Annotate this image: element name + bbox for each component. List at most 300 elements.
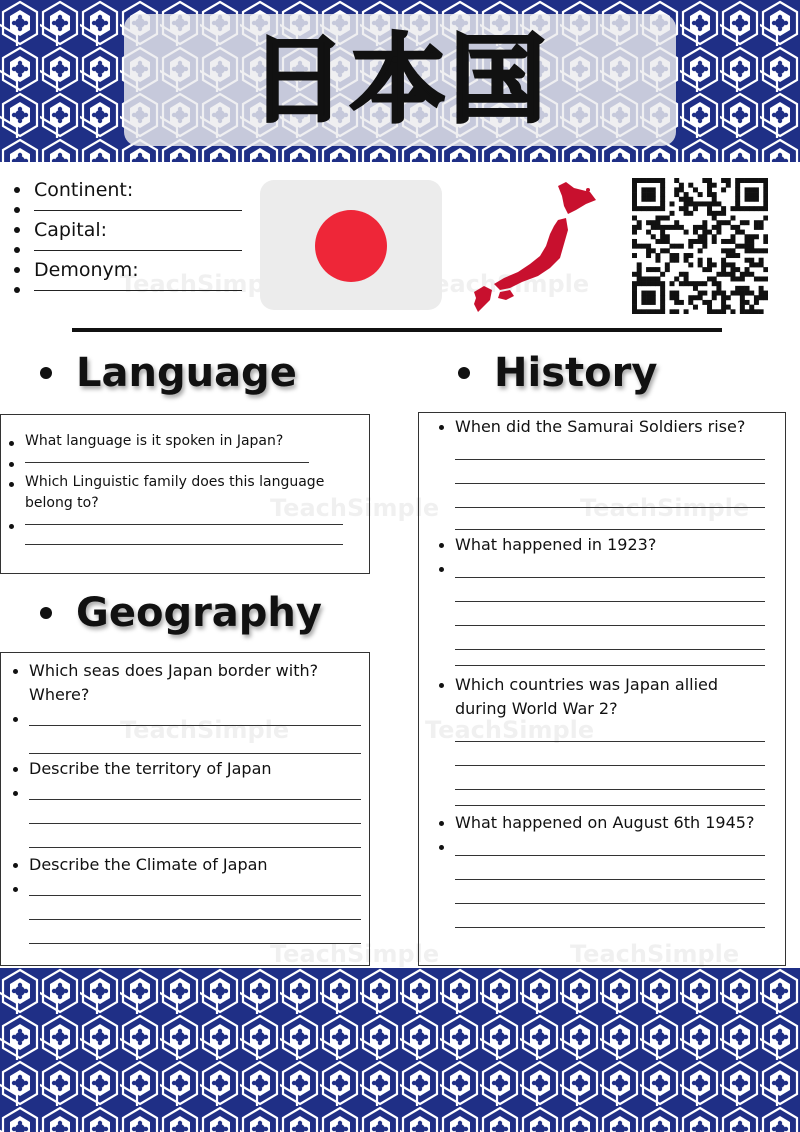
qr-module [646, 230, 651, 235]
qr-module [698, 201, 703, 206]
qr-module [763, 276, 768, 281]
qr-module [679, 187, 684, 192]
qr-module [730, 234, 735, 239]
qr-module [763, 206, 768, 211]
answer-line[interactable] [437, 907, 765, 931]
qr-module [702, 300, 707, 305]
qr-module [740, 286, 745, 291]
qr-module [735, 192, 740, 197]
qr-module [655, 267, 660, 272]
qr-module [655, 220, 660, 225]
qr-module [745, 286, 750, 291]
answer-line[interactable] [437, 859, 765, 883]
qr-module [679, 183, 684, 188]
qr-module [749, 192, 754, 197]
qr-module [637, 178, 642, 183]
answer-line[interactable] [11, 707, 361, 733]
qr-module [670, 258, 675, 263]
answer-line[interactable] [437, 653, 765, 673]
answer-line[interactable] [437, 883, 765, 907]
qr-module [759, 206, 764, 211]
qr-module [684, 230, 689, 235]
answer-line[interactable] [437, 835, 765, 859]
qr-module [674, 295, 679, 300]
qr-module [632, 197, 637, 202]
qr-module [670, 281, 675, 286]
qr-module [749, 197, 754, 202]
qr-module [632, 244, 637, 249]
qr-module [702, 281, 707, 286]
qr-module [726, 253, 731, 258]
qr-module [655, 258, 660, 263]
qr-module [749, 248, 754, 253]
qr-module [721, 262, 726, 267]
qr-module [730, 248, 735, 253]
qr-module [716, 225, 721, 230]
qr-module [698, 262, 703, 267]
qr-module [646, 281, 651, 286]
qr-module [670, 201, 675, 206]
answer-line[interactable] [437, 793, 765, 811]
qr-module [674, 300, 679, 305]
qr-module [698, 192, 703, 197]
qr-module [655, 225, 660, 230]
country-info-list [12, 180, 242, 300]
qr-module [716, 230, 721, 235]
qr-module [707, 183, 712, 188]
question-text: What happened in 1923? [455, 535, 657, 554]
qr-module [726, 183, 731, 188]
qr-module [670, 291, 675, 296]
qr-module [641, 276, 646, 281]
qr-module [688, 211, 693, 216]
qr-module [735, 178, 740, 183]
qr-module [637, 281, 642, 286]
qr-module [763, 178, 768, 183]
qr-module [754, 234, 759, 239]
qr-module [702, 291, 707, 296]
qr-module [745, 178, 750, 183]
qr-module [674, 192, 679, 197]
answer-line[interactable] [7, 532, 359, 550]
qr-module [707, 258, 712, 263]
qr-module [684, 206, 689, 211]
qr-module [749, 206, 754, 211]
qr-module [670, 211, 675, 216]
qr-module [646, 253, 651, 258]
watermark: TeachSimple [580, 494, 750, 522]
question-text: Describe the Climate of Japan [29, 855, 268, 874]
qr-module [730, 309, 735, 314]
qr-module [763, 201, 768, 206]
qr-module [707, 305, 712, 310]
qr-module [716, 201, 721, 206]
qr-module [740, 220, 745, 225]
qr-module [651, 295, 656, 300]
qr-module [698, 234, 703, 239]
qr-module [665, 267, 670, 272]
answer-line[interactable] [7, 514, 359, 532]
qr-module [759, 258, 764, 263]
bullet [458, 367, 470, 379]
qr-module [651, 276, 656, 281]
qr-module [754, 309, 759, 314]
info-answer-line[interactable] [12, 280, 242, 300]
qr-module [759, 276, 764, 281]
qr-module [730, 262, 735, 267]
qr-module [660, 305, 665, 310]
qr-module [641, 300, 646, 305]
qr-module [763, 197, 768, 202]
answer-line[interactable] [437, 511, 765, 533]
qr-module [651, 300, 656, 305]
qr-module [763, 295, 768, 300]
answer-line[interactable] [437, 769, 765, 793]
watermark: TeachSimple [120, 270, 290, 298]
qr-module [674, 253, 679, 258]
qr-module [721, 291, 726, 296]
qr-module [688, 201, 693, 206]
qr-module [745, 258, 750, 263]
qr-module [674, 309, 679, 314]
qr-module [684, 309, 689, 314]
qr-module [712, 276, 717, 281]
qr-module [726, 305, 731, 310]
qr-module [637, 262, 642, 267]
qr-module [655, 276, 660, 281]
qr-module [670, 309, 675, 314]
watermark: TeachSimple [270, 940, 440, 968]
qr-module [749, 262, 754, 267]
qr-module [740, 276, 745, 281]
qr-module [754, 276, 759, 281]
qr-module [707, 309, 712, 314]
qr-module [637, 206, 642, 211]
language-heading [40, 350, 297, 396]
qr-module [684, 281, 689, 286]
qr-module [674, 220, 679, 225]
section-divider [72, 328, 722, 332]
answer-line[interactable] [11, 877, 361, 901]
qr-module [665, 234, 670, 239]
qr-module [679, 244, 684, 249]
qr-module [712, 291, 717, 296]
bottom-pattern-band [0, 968, 800, 1132]
answer-line[interactable] [437, 487, 765, 511]
qr-module [693, 201, 698, 206]
qr-module [698, 248, 703, 253]
qr-module [754, 206, 759, 211]
qr-module [754, 220, 759, 225]
hexagon-pattern [0, 968, 800, 1132]
qr-module [693, 281, 698, 286]
qr-module [688, 244, 693, 249]
qr-module [745, 197, 750, 202]
qr-module [735, 206, 740, 211]
qr-module [716, 309, 721, 314]
qr-module [712, 234, 717, 239]
qr-module [651, 220, 656, 225]
qr-module [632, 230, 637, 235]
qr-module [641, 178, 646, 183]
qr-module [646, 220, 651, 225]
qr-module [646, 295, 651, 300]
qr-module [665, 225, 670, 230]
page-title: 日本国 [250, 24, 550, 136]
watermark: TeachSimple [270, 494, 440, 522]
qr-module [693, 230, 698, 235]
qr-module [763, 187, 768, 192]
qr-module [745, 309, 750, 314]
qr-module [637, 225, 642, 230]
qr-module [641, 197, 646, 202]
qr-module [641, 192, 646, 197]
qr-module [651, 197, 656, 202]
qr-module [632, 291, 637, 296]
qr-module [707, 201, 712, 206]
qr-module [632, 253, 637, 258]
qr-module [646, 197, 651, 202]
qr-module [735, 276, 740, 281]
answer-line[interactable] [437, 463, 765, 487]
qr-module [763, 234, 768, 239]
answer-line[interactable] [437, 605, 765, 629]
qr-module [735, 183, 740, 188]
qr-module [684, 272, 689, 277]
qr-module [660, 239, 665, 244]
qr-module [660, 309, 665, 314]
qr-module [749, 305, 754, 310]
question-text: Which Linguistic family does this language belong to? [25, 474, 325, 511]
bullet [40, 607, 52, 619]
answer-line[interactable] [11, 781, 361, 805]
question-text: Which seas does Japan border with? Where? [29, 661, 319, 704]
qr-module [712, 211, 717, 216]
qr-module [740, 291, 745, 296]
japan-flag [260, 180, 442, 310]
qr-module [754, 300, 759, 305]
answer-line[interactable] [437, 439, 765, 463]
qr-module [763, 248, 768, 253]
qr-module [660, 225, 665, 230]
qr-module [688, 262, 693, 267]
qr-module [693, 187, 698, 192]
question-text: Describe the territory of Japan [29, 759, 272, 778]
answer-line[interactable] [11, 829, 361, 853]
qr-module [693, 305, 698, 310]
qr-module [670, 295, 675, 300]
qr-module [641, 187, 646, 192]
qr-module [632, 178, 637, 183]
qr-module [749, 187, 754, 192]
qr-module [684, 258, 689, 263]
qr-module [763, 192, 768, 197]
qr-module [726, 239, 731, 244]
qr-module [735, 225, 740, 230]
qr-module [698, 295, 703, 300]
qr-module [721, 178, 726, 183]
qr-module [632, 187, 637, 192]
qr-module [726, 178, 731, 183]
qr-module [735, 244, 740, 249]
qr-module [660, 300, 665, 305]
qr-module [730, 253, 735, 258]
qr-module [655, 239, 660, 244]
qr-module [707, 206, 712, 211]
qr-module [716, 281, 721, 286]
qr-module [646, 192, 651, 197]
language-question-2 [7, 472, 359, 514]
qr-module [735, 253, 740, 258]
qr-module [655, 178, 660, 183]
qr-module [745, 220, 750, 225]
qr-module [763, 291, 768, 296]
qr-module [651, 291, 656, 296]
answer-line[interactable] [437, 581, 765, 605]
qr-module [707, 267, 712, 272]
qr-module [651, 281, 656, 286]
qr-module [712, 225, 717, 230]
heading-text: Language [76, 350, 297, 396]
geography-question-3 [11, 853, 361, 877]
qr-module [712, 309, 717, 314]
qr-module [721, 211, 726, 216]
qr-module [716, 211, 721, 216]
geography-questions [1, 653, 369, 949]
qr-module [721, 309, 726, 314]
history-question-4 [437, 811, 765, 835]
answer-line[interactable] [11, 733, 361, 757]
qr-module [660, 178, 665, 183]
qr-module [721, 187, 726, 192]
qr-module [679, 281, 684, 286]
history-questions [419, 413, 785, 931]
qr-module [735, 230, 740, 235]
qr-module [749, 244, 754, 249]
qr-module [641, 295, 646, 300]
qr-module [646, 291, 651, 296]
qr-module [637, 309, 642, 314]
answer-line[interactable] [11, 805, 361, 829]
history-heading [458, 350, 657, 396]
qr-module [730, 291, 735, 296]
qr-module [745, 244, 750, 249]
qr-module [735, 197, 740, 202]
qr-module [702, 178, 707, 183]
qr-module [651, 248, 656, 253]
qr-module [716, 291, 721, 296]
qr-module [688, 295, 693, 300]
qr-module [740, 295, 745, 300]
answer-line[interactable] [437, 721, 765, 745]
answer-line[interactable] [437, 629, 765, 653]
qr-module [740, 178, 745, 183]
qr-module [651, 309, 656, 314]
qr-module [726, 295, 731, 300]
qr-module [702, 220, 707, 225]
qr-module [759, 248, 764, 253]
history-question-1 [437, 415, 765, 439]
question-text: What language is it spoken in Japan? [25, 433, 284, 449]
qr-module [660, 201, 665, 206]
qr-module [721, 258, 726, 263]
qr-module [707, 300, 712, 305]
qr-module [698, 291, 703, 296]
qr-module [763, 267, 768, 272]
qr-module [641, 309, 646, 314]
watermark: TeachSimple [425, 716, 595, 744]
qr-module [759, 295, 764, 300]
flag-sun-disc [315, 210, 387, 282]
qr-module [740, 244, 745, 249]
qr-module [735, 267, 740, 272]
qr-module [632, 201, 637, 206]
qr-module [693, 295, 698, 300]
qr-module [740, 206, 745, 211]
qr-module [660, 216, 665, 221]
geography-question-1 [11, 659, 361, 707]
qr-module [646, 187, 651, 192]
qr-module [641, 281, 646, 286]
question-text: When did the Samurai Soldiers rise? [455, 417, 746, 436]
qr-module [651, 267, 656, 272]
qr-module [684, 211, 689, 216]
qr-module [660, 286, 665, 291]
qr-module [745, 187, 750, 192]
qr-module [702, 267, 707, 272]
qr-module [721, 267, 726, 272]
answer-line[interactable] [437, 745, 765, 769]
info-answer-line[interactable] [12, 240, 242, 260]
qr-module [749, 309, 754, 314]
qr-module [679, 225, 684, 230]
geography-heading [40, 590, 322, 636]
qr-module [688, 300, 693, 305]
qr-module [670, 244, 675, 249]
qr-module [712, 183, 717, 188]
qr-module [745, 192, 750, 197]
qr-module [740, 272, 745, 277]
qr-module [759, 291, 764, 296]
info-demonym: Demonym: [12, 260, 242, 280]
qr-module [632, 295, 637, 300]
info-answer-line[interactable] [12, 200, 242, 220]
language-question-1 [7, 431, 359, 452]
qr-module [684, 201, 689, 206]
geography-box [0, 652, 370, 966]
qr-module [716, 272, 721, 277]
qr-module [665, 239, 670, 244]
qr-module [698, 239, 703, 244]
qr-module [759, 225, 764, 230]
qr-module [754, 197, 759, 202]
qr-module [707, 230, 712, 235]
qr-module [749, 291, 754, 296]
qr-module [646, 267, 651, 272]
qr-module [646, 206, 651, 211]
qr-module [707, 187, 712, 192]
qr-code-icon[interactable] [632, 178, 768, 314]
qr-module [763, 239, 768, 244]
qr-module [730, 267, 735, 272]
answer-line[interactable] [7, 452, 359, 472]
qr-module [688, 281, 693, 286]
qr-module [655, 253, 660, 258]
answer-line[interactable] [11, 901, 361, 925]
answer-line[interactable] [11, 925, 361, 949]
answer-line[interactable] [437, 557, 765, 581]
qr-module [702, 201, 707, 206]
